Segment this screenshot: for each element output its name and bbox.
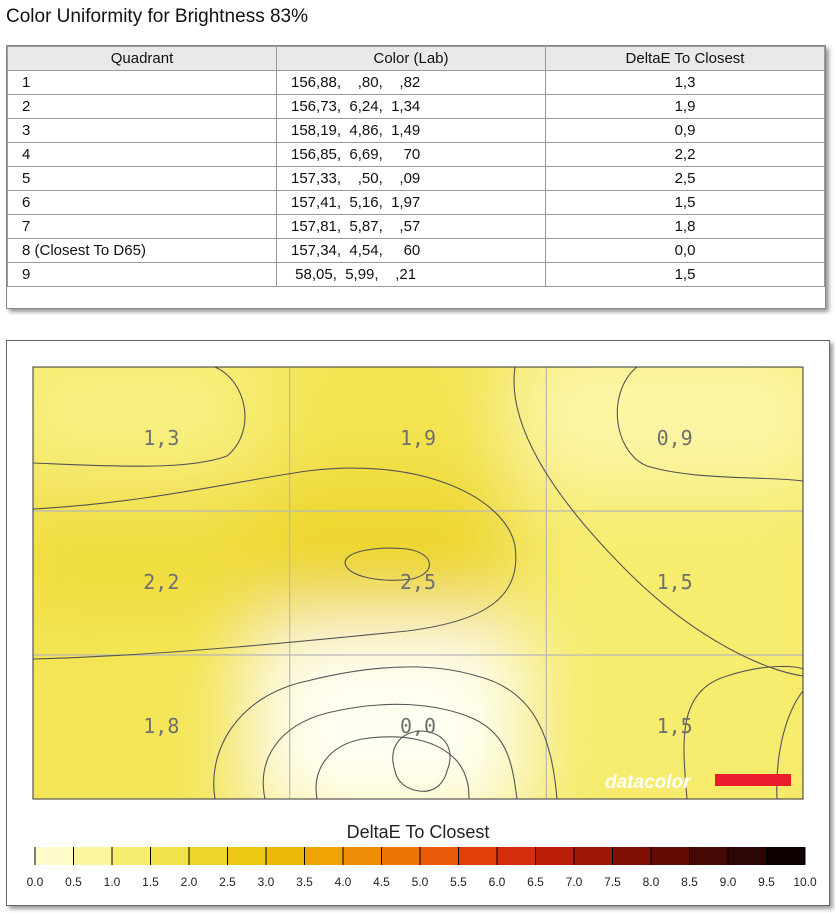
legend-tick-labels (27, 875, 817, 889)
cell-value-label: 0,0 (399, 714, 437, 738)
legend-tick-label: 5.5 (450, 875, 467, 889)
watermark-bar (715, 774, 791, 786)
cell-quadrant: 6 (8, 191, 277, 215)
table-row (8, 143, 825, 167)
cell-lab: 156,85, 6,69, 70 (277, 143, 546, 167)
table-row (8, 119, 825, 143)
legend-tick-label: 0.0 (26, 875, 44, 889)
legend-swatch (305, 847, 344, 865)
cell-value-label: 2,5 (399, 570, 437, 594)
legend-tick-label: 6.0 (488, 875, 506, 889)
cell-deltae: 2,5 (546, 167, 825, 191)
cell-lab: 158,19, 4,86, 1,49 (277, 119, 546, 143)
legend-swatch (151, 847, 190, 865)
table-row (8, 95, 825, 119)
legend-tick-label: 8.0 (642, 875, 660, 889)
legend-tick-label: 7.0 (565, 875, 583, 889)
legend-tick-label: 1.0 (103, 875, 121, 889)
legend-swatch (497, 847, 536, 865)
legend-swatch (228, 847, 267, 865)
cell-lab: 157,34, 4,54, 60 (277, 239, 546, 263)
cell-deltae: 2,2 (546, 143, 825, 167)
legend-swatch (613, 847, 652, 865)
legend-swatch (536, 847, 575, 865)
legend-swatch (651, 847, 690, 865)
cell-value-label: 1,5 (656, 570, 693, 594)
legend-tick-label: 3.0 (257, 875, 275, 889)
cell-quadrant: 9 (8, 263, 277, 287)
table-header-row (8, 47, 825, 71)
table-row (8, 191, 825, 215)
legend-tick-label: 9.5 (758, 875, 775, 889)
header-quadrant: Quadrant (8, 47, 277, 71)
legend-tick-label: 8.5 (681, 875, 698, 889)
table-row (8, 167, 825, 191)
legend-swatch (266, 847, 305, 865)
cell-deltae: 0,0 (546, 239, 825, 263)
legend-swatch (35, 847, 74, 865)
cell-value-label: 0,9 (656, 426, 693, 450)
cell-value-label: 1,9 (399, 426, 437, 450)
cell-quadrant: 5 (8, 167, 277, 191)
legend-tick-label: 0.5 (65, 875, 82, 889)
legend-tick-label: 4.5 (373, 875, 390, 889)
cell-lab: 156,73, 6,24, 1,34 (277, 95, 546, 119)
legend-tick-label: 9.0 (719, 875, 737, 889)
legend-title: DeltaE To Closest (346, 822, 490, 842)
legend-tick-label: 4.0 (334, 875, 352, 889)
cell-deltae: 0,9 (546, 119, 825, 143)
cell-quadrant: 1 (8, 71, 277, 95)
header-deltae: DeltaE To Closest (546, 47, 825, 71)
legend-tick-label: 6.5 (527, 875, 544, 889)
legend-swatch (690, 847, 729, 865)
legend-swatch (767, 847, 806, 865)
cell-lab: 58,05, 5,99, ,21 (277, 263, 546, 287)
cell-deltae: 1,3 (546, 71, 825, 95)
header-color-lab: Color (Lab) (277, 47, 546, 71)
table-row (8, 215, 825, 239)
legend-tick-label: 7.5 (604, 875, 621, 889)
cell-value-label: 1,3 (143, 426, 180, 450)
table-row (8, 239, 825, 263)
quadrant-table (7, 46, 825, 287)
cell-lab: 157,81, 5,87, ,57 (277, 215, 546, 239)
legend-swatch (382, 847, 421, 865)
legend-tick-label: 5.0 (411, 875, 429, 889)
legend-colorbar (35, 847, 806, 865)
legend-tick-label: 1.5 (142, 875, 159, 889)
cell-lab: 156,88, ,80, ,82 (277, 71, 546, 95)
table-row (8, 263, 825, 287)
cell-value-label: 1,5 (656, 714, 693, 738)
cell-value-label: 1,8 (143, 714, 180, 738)
cell-deltae: 1,9 (546, 95, 825, 119)
heatmap-chart (7, 341, 829, 905)
cell-quadrant: 8 (Closest To D65) (8, 239, 277, 263)
cell-quadrant: 2 (8, 95, 277, 119)
cell-lab: 157,33, ,50, ,09 (277, 167, 546, 191)
cell-deltae: 1,8 (546, 215, 825, 239)
cell-value-label: 2,2 (143, 570, 180, 594)
legend-tick-label: 2.5 (219, 875, 236, 889)
cell-quadrant: 3 (8, 119, 277, 143)
cell-lab: 157,41, 5,16, 1,97 (277, 191, 546, 215)
heatmap-panel (6, 340, 830, 906)
legend-swatch (574, 847, 613, 865)
legend-swatch (420, 847, 459, 865)
legend-swatch (112, 847, 151, 865)
legend-swatch (343, 847, 382, 865)
cell-deltae: 1,5 (546, 263, 825, 287)
legend-swatch (189, 847, 228, 865)
legend-swatch (728, 847, 767, 865)
legend-tick-label: 3.5 (296, 875, 313, 889)
legend-swatch (74, 847, 113, 865)
legend-swatch (459, 847, 498, 865)
watermark-text: datacolor (605, 772, 691, 793)
page-title: Color Uniformity for Brightness 83% (6, 6, 308, 27)
legend-tick-label: 10.0 (793, 875, 817, 889)
cell-deltae: 1,5 (546, 191, 825, 215)
legend-tick-label: 2.0 (180, 875, 198, 889)
cell-quadrant: 4 (8, 143, 277, 167)
quadrant-table-panel (6, 45, 826, 309)
cell-quadrant: 7 (8, 215, 277, 239)
table-row (8, 71, 825, 95)
